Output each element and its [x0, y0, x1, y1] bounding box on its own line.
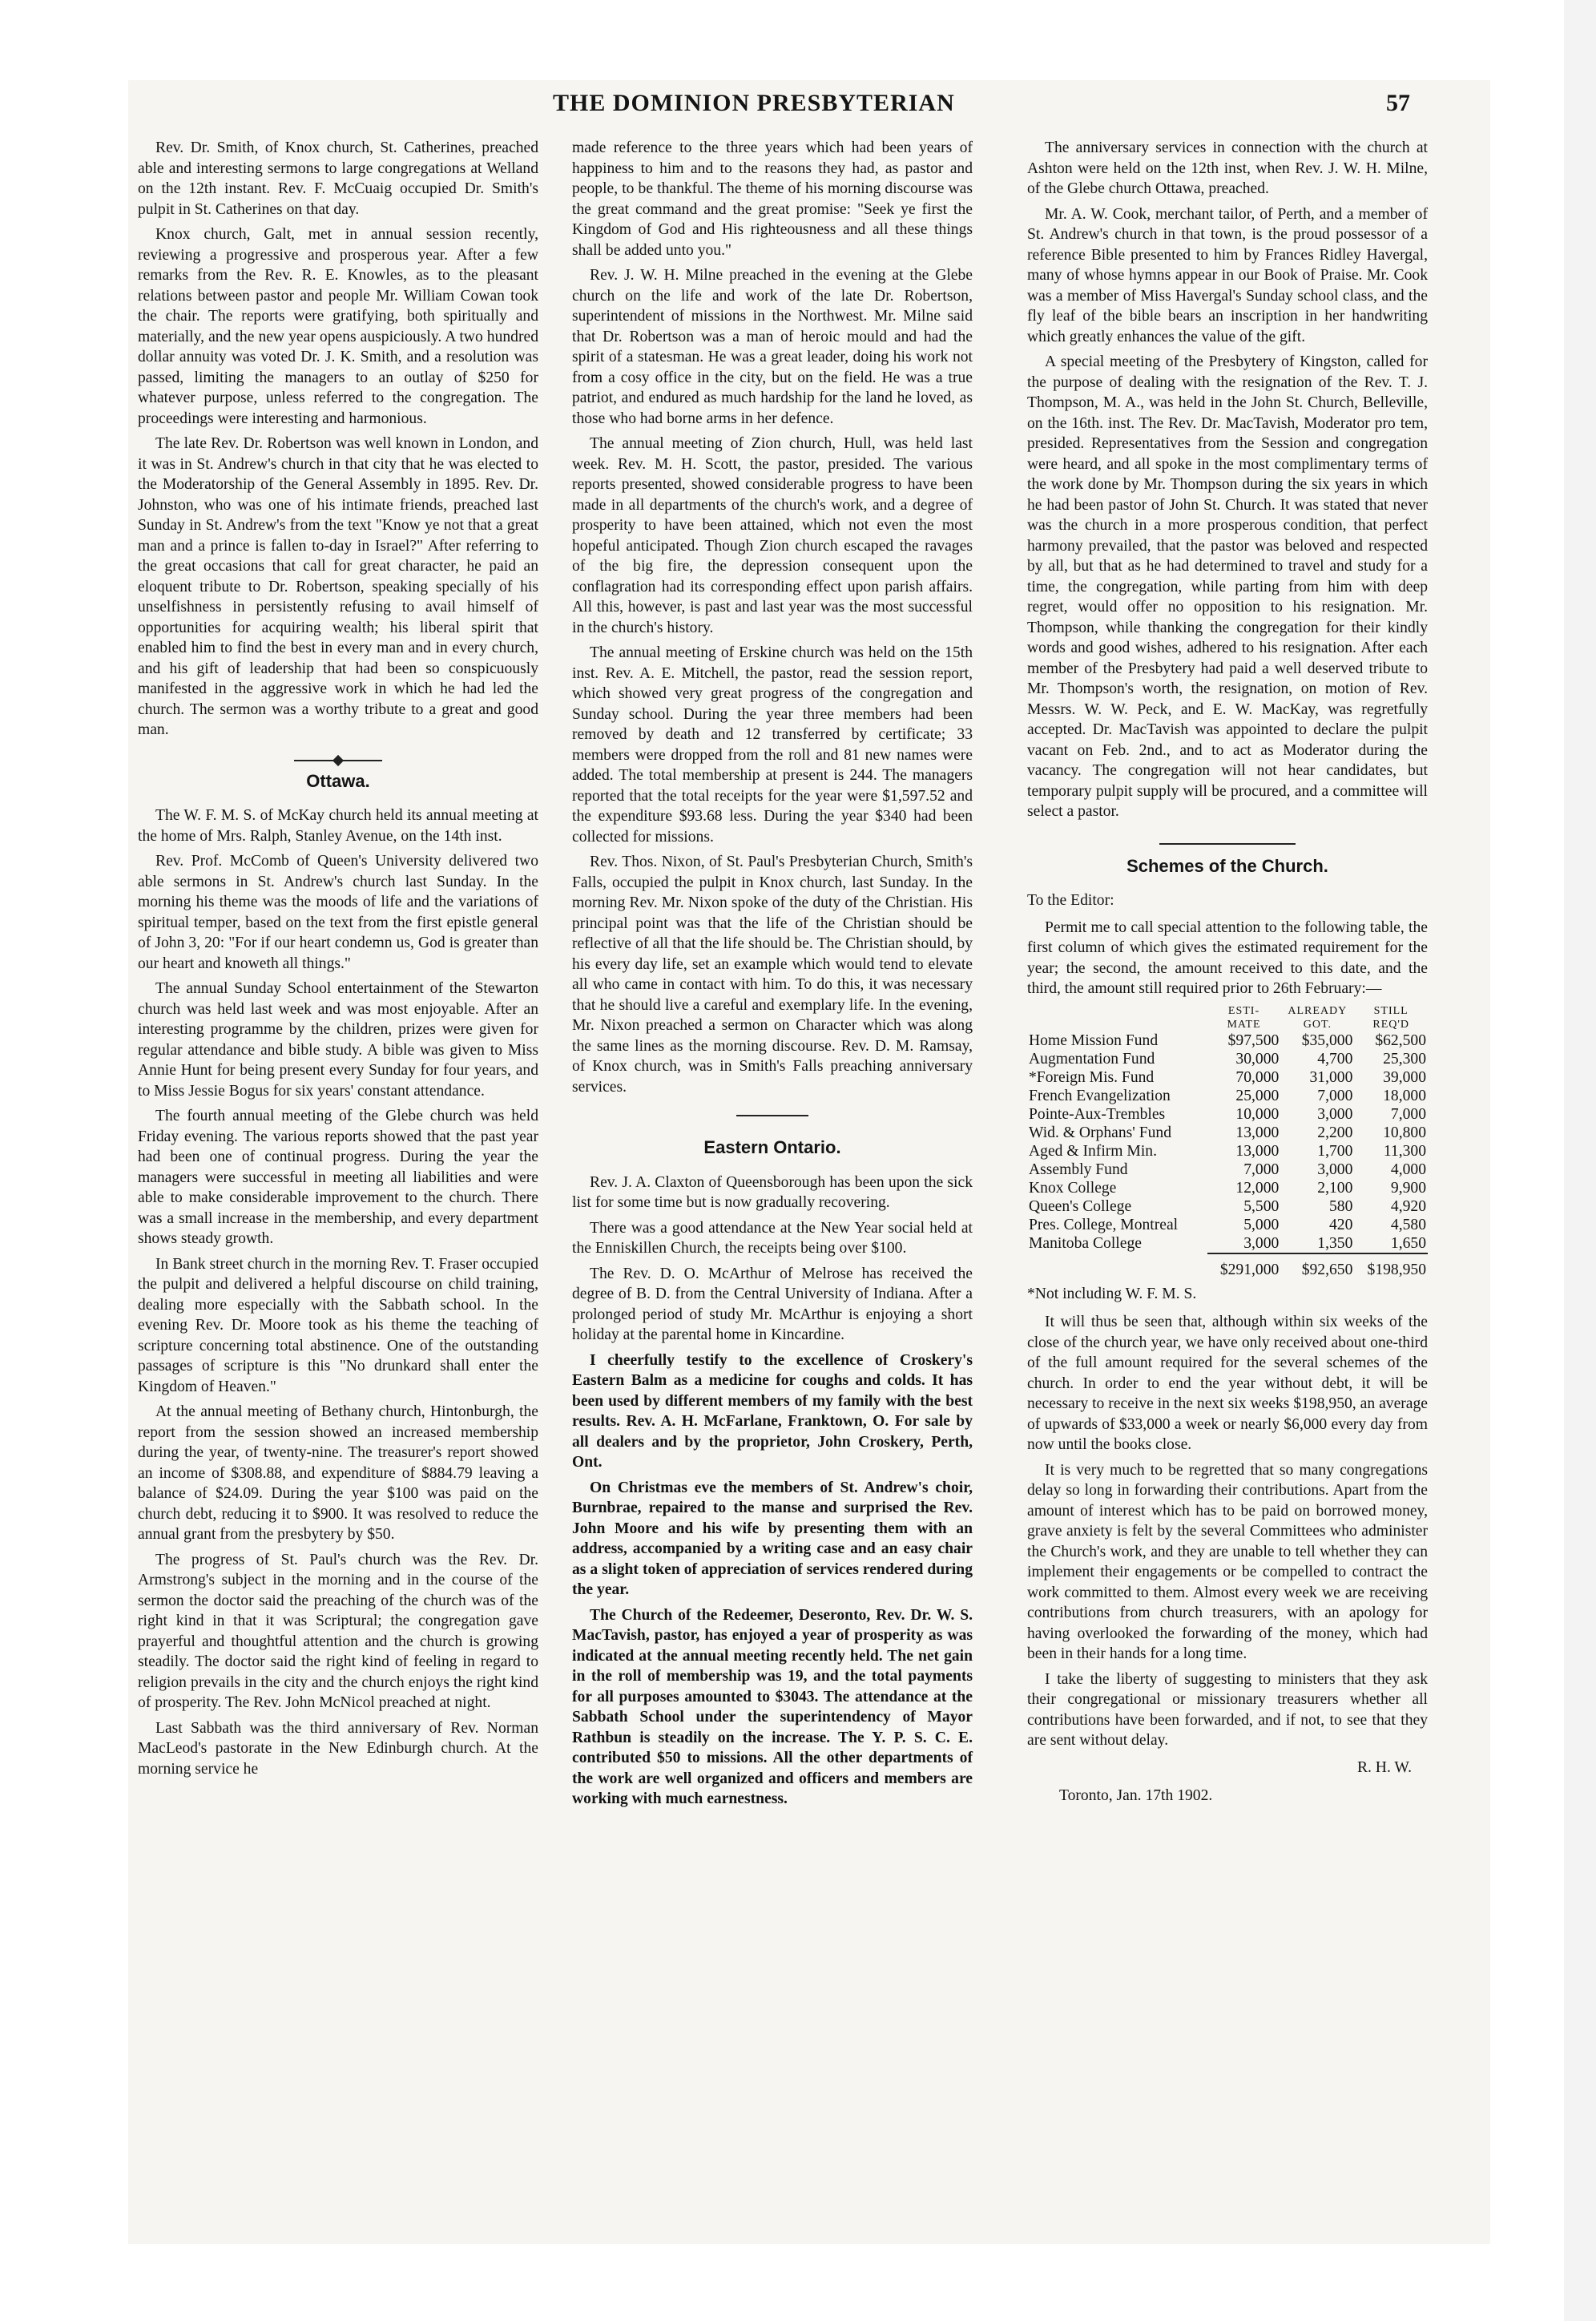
article-paragraph: The W. F. M. S. of McKay church held its annual meeting at the home of Mrs. Ralph, Stanley Avenue, on the 14th inst. [138, 807, 538, 845]
article-paragraph: Knox church, Galt, met in annual session recently, reviewing a progressive and prosperous year. After a few remarks from the Rev. R. E. Knowles, as to the pleasant relations between pastor and people Mr. William Cowan took the chair. The reports were gratifying, both spiritually and materially, and the new year opens auspiciously. A two hundred dollar annuity was voted Dr. J. K. Smith, and a resolution was passed, limiting the managers to an outlay of $250 for whatever purpose, unless referred to the congregation. The proceedings were interesting and harmonious. [138, 226, 538, 427]
article-paragraph: Permit me to call special attention to the following table, the first column of which gives the estimated requirement for the year; the second, the amount received to this date, and the third, the amount still required prior to 26th February:— [1027, 918, 1428, 997]
header-line: ESTI- [1227, 1004, 1260, 1017]
publication-title: THE DOMINION PRESBYTERIAN [553, 90, 955, 116]
fund-name: Knox College [1029, 1179, 1117, 1197]
article-paragraph: The late Rev. Dr. Robertson was well known in London, and it was in St. Andrew's church in that city that he was elected to the Moderatorship of the General Assembly in 1895. Rev. Dr. Johnston, who was one of his intimate friends, preached last Sunday in St. Andrew's from the text "Know ye not that a great man and a prince is fallen to-day in Israel?" After referring to the great occasions that call for great character, he paid an eloquent tribute to Dr. Robertson, speaking specially of his unselfishness in persistently refusing to avail himself of opportunities for acquiring wealth; his liberal spirit that enabled him to find the best in every man and in every church, and his gift of leadership that had been so conspicuously manifested in the aggressive work in which he had led the church. The sermon was a worthy tribute to a great and good man. [138, 435, 538, 738]
totals-row [1027, 1253, 1428, 1279]
section-heading-ottawa: Ottawa. [306, 770, 370, 791]
table-row [1027, 1124, 1428, 1142]
article-paragraph: The Rev. D. O. McArthur of Melrose has received the degree of B. D. from the Central University of Indiana. After a prolonged period of study Mr. McArthur is enjoying a short holiday at the parental home in Kincardine. [572, 1265, 973, 1343]
article-paragraph: Last Sabbath was the third anniversary of Rev. Norman MacLeod's pastorate in the New Edinburgh church. At the morning service he [138, 1719, 538, 1778]
header-line: MATE [1227, 1018, 1261, 1031]
article-paragraph: Rev. Prof. McComb of Queen's University delivered two able sermons in St. Andrew's church last Sunday. In the morning his theme was the moods of life and the variations of spiritual temper, based on the text from the first epistle general of John 3, 20: "For if our heart condemn us, God is greater than our heart and knoweth all things." [138, 853, 538, 972]
article-paragraph: Rev. J. A. Claxton of Queensborough has been upon the sick list for some time but is now gradually recovering. [572, 1173, 973, 1211]
article-paragraph: There was a good attendance at the New Year social held at the Enniskillen Church, the receipts being over $100. [572, 1219, 973, 1257]
estimate-cell: 3,000 [1243, 1234, 1280, 1252]
fund-name: Home Mission Fund [1029, 1031, 1159, 1049]
letter-salutation: To the Editor: [1027, 892, 1114, 909]
divider-ornament [332, 754, 344, 765]
received-cell: 420 [1328, 1216, 1353, 1233]
article-paragraph: The annual meeting of Zion church, Hull, was held last week. Rev. M. H. Scott, the pastor, presided. The various reports presented, showed considerable progress to have been made in all departments of the church's work, and a degree of prosperity to have been attained, which not even the most hopeful anticipated. Though Zion church escaped the ravages of the big fire, the depression consequent upon the conflagration had its corresponding effect upon parish affairs. All this, however, is past and last year was the most successful in the church's history. [572, 435, 973, 636]
column-header [1207, 1004, 1281, 1031]
section-divider [1159, 843, 1296, 845]
header-line: GOT. [1303, 1018, 1332, 1031]
article-paragraph: A special meeting of the Presbytery of Kingston, called for the purpose of dealing with the resignation of the Rev. T. J. Thompson, M. A., was held in the John St. Church, Belleville, on the 16th. inst. The Rev. Dr. MacTavish, Moderator pro tem, presided. Representatives from the Session and congregation were heard, and all spoke in the most complimentary terms of the work done by Mr. Thompson during the six years in which he had been pastor of John St. Church. It was stated that never was the church in a more prosperous condition, that perfect harmony prevailed, that the pastor was beloved and respected by all, but that as he had determined to travel and study for a time, the congregation, while parting from him with deep regret, would offer no opposition to his resignation. Mr. Thompson, while thanking the congregation for their kindly words and good wishes, adhered to his resignation. After each member of the Presbytery had paid a well deserved tribute to Mr. Thompson's worth, the resignation, on motion of Rev. Messrs. W. W. Peck, and E. W. MacKay, was regretfully accepted. Dr. MacTavish was appointed to declare the pulpit vacant on Feb. 2nd., and to act as Moderator during the vacancy. The congregation will not hear candidates, but temporary pulpit supply will be procured, and a committee will select a pastor. [1027, 353, 1428, 820]
column-1 [138, 138, 538, 1784]
scan-margin-right [1564, 0, 1596, 2321]
fund-name: Assembly Fund [1029, 1160, 1128, 1178]
fund-name: Manitoba College [1029, 1235, 1142, 1252]
article-paragraph: Rev. Thos. Nixon, of St. Paul's Presbyterian Church, Smith's Falls, occupied the pulpit in Knox church, last Sunday. In the morning Rev. Mr. Nixon spoke of the duty of the Christian. His principal point was that the life of the Christian should be reflective of all that the life should be. The Christian should, by his every day life, set an example which would tend to elevate all who came in contact with him. To do this, it was necessary that he should live a careful and exemplary life. In the evening, Mr. Nixon preached a sermon on Character which was along the same lines as the morning discourse. Rev. D. M. Ramsay, of Knox church, was in Smith's Falls preaching anniversary services. [572, 854, 973, 1096]
running-head [160, 90, 1410, 122]
required-total: $198,950 [1354, 1253, 1428, 1279]
received-cell: 3,000 [1317, 1105, 1353, 1123]
letter-dateline: Toronto, Jan. 17th 1902. [1059, 1787, 1213, 1804]
fund-name: Wid. & Orphans' Fund [1029, 1124, 1171, 1141]
totals-label [1027, 1253, 1207, 1279]
received-cell: 580 [1328, 1197, 1353, 1215]
funds-table-header [1027, 1004, 1428, 1031]
section-divider [736, 1115, 808, 1116]
section-divider [294, 760, 382, 761]
received-cell: 1,700 [1317, 1142, 1353, 1160]
article-paragraph: On Christmas eve the members of St. Andrew's choir, Burnbrae, repaired to the manse and surprised the Rev. John Moore and his wife by presenting them with an address, accompanied by a writing case and an easy chair as a slight token of appreciation of services rendered during the year. [572, 1479, 973, 1598]
table-row [1027, 1105, 1428, 1124]
fund-name: Queen's College [1029, 1197, 1132, 1215]
table-row [1027, 1087, 1428, 1105]
estimate-cell: 25,000 [1235, 1087, 1280, 1104]
article-paragraph: It will thus be seen that, although within six weeks of the close of the church year, we have only received about one-third of the full amount required for the several schemes of the church. In order to end the year without debt, it will be necessary to receive in the next six weeks $198,950, an average of upwards of $33,000 a week or nearly $6,000 every day from now until the books close. [1027, 1314, 1428, 1453]
estimate-cell: 10,000 [1235, 1105, 1280, 1123]
received-cell: 7,000 [1317, 1087, 1353, 1104]
funds-table [1027, 1004, 1428, 1279]
article-paragraph: The anniversary services in connection with the church at Ashton were held on the 12th inst, when Rev. J. W. H. Milne, of the Glebe church Ottawa, preached. [1027, 139, 1428, 197]
table-row [1027, 1234, 1428, 1253]
header-line: ALREADY [1288, 1004, 1348, 1017]
received-cell: 2,100 [1317, 1179, 1353, 1197]
header-line: STILL [1373, 1004, 1409, 1017]
required-cell: 25,300 [1383, 1050, 1426, 1068]
estimate-cell: 5,000 [1243, 1216, 1280, 1233]
estimate-cell: 12,000 [1235, 1179, 1280, 1197]
table-row [1027, 1068, 1428, 1087]
table-row [1027, 1179, 1428, 1197]
article-paragraph: It is very much to be regretted that so many congregations delay so long in forwarding their contributions. Apart from the amount of interest which has to be paid on borrowed money, grave anxiety is felt by the several Committees who administer the Church's work, and they are unable to tell whether they can implement their engagements or be compelled to contract the work committed to them. Almost every week we are receiving contributions from church treasurers, with an apology for having overlooked the forwarding of the money, which had been in their hands for a long time. [1027, 1461, 1428, 1662]
article-paragraph: The fourth annual meeting of the Glebe church was held Friday evening. The various reports showed that the past year had been one of continual progress. During the year the managers were successful in meeting all liabilities and were able to make considerable improvement to the church. There was a small increase in the membership, and every department shows steady growth. [138, 1108, 538, 1247]
required-cell: 1,650 [1390, 1234, 1426, 1252]
article-paragraph: Rev. J. W. H. Milne preached in the evening at the Glebe church on the life and work of the late Dr. Robertson, superintendent of missions in the Northwest. Mr. Milne said that Dr. Robertson was a man of heroic mould and had the spirit of a statesman. He was a great leader, doing his work not from a cosy office in the city, but on the field. He was a true patriot, and endured as much hardship for the land he loved, as those who had borne arms in her defence. [572, 267, 973, 427]
received-cell: 2,200 [1317, 1124, 1353, 1141]
scan-margin-left [0, 0, 104, 2321]
required-cell: 4,580 [1390, 1216, 1426, 1233]
received-cell: 1,350 [1317, 1234, 1353, 1252]
estimate-total: $291,000 [1207, 1253, 1281, 1279]
estimate-cell: 5,500 [1243, 1197, 1280, 1215]
estimate-cell: $97,500 [1227, 1031, 1280, 1049]
table-row [1027, 1160, 1428, 1179]
fund-name: Augmentation Fund [1029, 1050, 1155, 1068]
article-paragraph: Rev. Dr. Smith, of Knox church, St. Catherines, preached able and interesting sermons to large congregations at Welland on the 12th instant. Rev. F. McCuaig occupied Dr. Smith's pulpit in St. Catherines on that day. [138, 139, 538, 218]
fund-name: Pres. College, Montreal [1029, 1216, 1179, 1233]
estimate-cell: 13,000 [1235, 1142, 1280, 1160]
required-cell: 4,920 [1390, 1197, 1426, 1215]
table-row [1027, 1142, 1428, 1160]
section-heading-eastern-ontario: Eastern Ontario. [703, 1137, 841, 1157]
article-paragraph: Mr. A. W. Cook, merchant tailor, of Perth, and a member of St. Andrew's church in that town, is the proud possessor of a reference Bible presented to him by Frances Ridley Havergal, many of whose hymns appear in our Book of Praise. Mr. Cook was a member of Miss Havergal's Sunday school class, and the fly leaf of the bible bears an inscription in her handwriting which greatly enhances the value of the gift. [1027, 205, 1428, 345]
page-number: 57 [1386, 90, 1410, 116]
required-cell: 4,000 [1390, 1160, 1426, 1178]
column-3 [1027, 138, 1428, 1806]
article-paragraph: In Bank street church in the morning Rev. T. Fraser occupied the pulpit and delivered a helpful discourse on child training, dealing more especially with the Sabbath school. In the evening Rev. Dr. Moore took as his theme the teaching of scripture concerning total abstinence. One of the outstanding passages of scripture is this "No drunkard shall enter the Kingdom of Heaven." [138, 1255, 538, 1395]
required-cell: 9,900 [1390, 1179, 1426, 1197]
required-cell: 11,300 [1383, 1142, 1426, 1160]
estimate-cell: 30,000 [1235, 1050, 1280, 1068]
column-header [1354, 1004, 1428, 1031]
required-cell: 7,000 [1390, 1105, 1426, 1123]
fund-name: French Evangelization [1029, 1087, 1171, 1104]
estimate-cell: 7,000 [1243, 1160, 1280, 1178]
column-header [1027, 1004, 1207, 1031]
article-paragraph: At the annual meeting of Bethany church, Hintonburgh, the report from the session showed an increased membership during the year, of twenty-nine. The treasurer's report showed an income of $308.88, and expenditure of $884.79 leaving a balance of $24.09. During the year $100 was paid on the church debt, reducing it to $900. It was resolved to reduce the annual grant from the presbytery by $50. [138, 1403, 538, 1543]
received-cell: $35,000 [1301, 1031, 1353, 1049]
fund-name: Aged & Infirm Min. [1029, 1142, 1157, 1160]
article-paragraph: The annual Sunday School entertainment of the Stewarton church was held last week and was most enjoyable. After an interesting programme by the children, prizes were given for regular attendance and bible study. A bible was given to Miss Annie Hunt for being present every Sunday for four years, and to Miss Jessie Bogus for six years' constant attendance. [138, 980, 538, 1100]
estimate-cell: 70,000 [1235, 1068, 1280, 1086]
column-2 [572, 138, 973, 1814]
article-paragraph: The progress of St. Paul's church was the Rev. Dr. Armstrong's subject in the morning and in the course of the sermon the doctor said the preaching of the church was of the right kind in that it was Scriptural; the congregation gave prayerful and thoughtful attention and the church is growing steadily. The doctor said the right kind of feeling in regard to religion prevails in the city and the church enjoys the right kind of prosperity. The Rev. John McNicol preached at night. [138, 1551, 538, 1711]
article-paragraph: I take the liberty of suggesting to ministers that they ask their congregational or missionary treasurers whether all contributions have been forwarded, and if not, to see that they are sent without delay. [1027, 1670, 1428, 1749]
header-line: REQ'D [1372, 1018, 1409, 1031]
estimate-cell: 13,000 [1235, 1124, 1280, 1141]
table-row [1027, 1050, 1428, 1068]
table-row [1027, 1031, 1428, 1050]
required-cell: 18,000 [1383, 1087, 1426, 1104]
column-header [1280, 1004, 1354, 1031]
received-cell: 31,000 [1309, 1068, 1353, 1086]
table-footnote: *Not including W. F. M. S. [1027, 1285, 1197, 1302]
fund-name: Pointe-Aux-Trembles [1029, 1105, 1166, 1123]
letter-signature: R. H. W. [1356, 1758, 1412, 1776]
article-paragraph: The annual meeting of Erskine church was held on the 15th inst. Rev. A. E. Mitchell, the pastor, read the session report, which showed very great progress of the congregation and Sunday school. During the year three members had been removed by death and 12 transferred by certificate; 33 members were dropped from the roll and 81 new names were added. The total membership at present is 244. The managers reported that the total receipts for the year were $1,597.52 and the expenditure $93.68 less. During the year $340 had been collected for missions. [572, 644, 973, 846]
article-paragraph: The Church of the Redeemer, Deseronto, Rev. Dr. W. S. MacTavish, pastor, has enjoyed a year of prosperity as was indicated at the annual meeting recently held. The net gain in the roll of membership was 19, and the total payments for all purposes amounted to $3043. The attendance at the Sabbath School under the superintendency of Mayor Rathbun is steadily on the increase. The Y. P. S. C. E. contributed $50 to missions. All the other departments of the work are well organized and officers and members are working with much earnestness. [572, 1606, 973, 1807]
required-cell: 10,800 [1383, 1124, 1426, 1141]
article-paragraph: made reference to the three years which had been years of happiness to him and to the reasons they had, as pastor and people, to be thankful. The theme of his morning discourse was the great command and the great promise: "Seek ye first the Kingdom of God and His righteousness and all these things shall be added unto you." [572, 139, 973, 259]
received-cell: 4,700 [1317, 1050, 1353, 1068]
fund-name: *Foreign Mis. Fund [1029, 1068, 1155, 1086]
section-heading-schemes: Schemes of the Church. [1126, 855, 1328, 876]
table-row [1027, 1197, 1428, 1216]
advertisement-paragraph: I cheerfully testify to the excellence of Croskery's Eastern Balm as a medicine for coughs and colds. It has been used by different members of my family with the best results. Rev. A. H. McFarlane, Franktown, O. For sale by all dealers and by the proprietor, John Croskery, Perth, Ont. [572, 1351, 973, 1471]
received-cell: 3,000 [1317, 1160, 1353, 1178]
table-row [1027, 1216, 1428, 1234]
required-cell: $62,500 [1375, 1031, 1426, 1049]
required-cell: 39,000 [1383, 1068, 1426, 1086]
received-total: $92,650 [1280, 1253, 1354, 1279]
